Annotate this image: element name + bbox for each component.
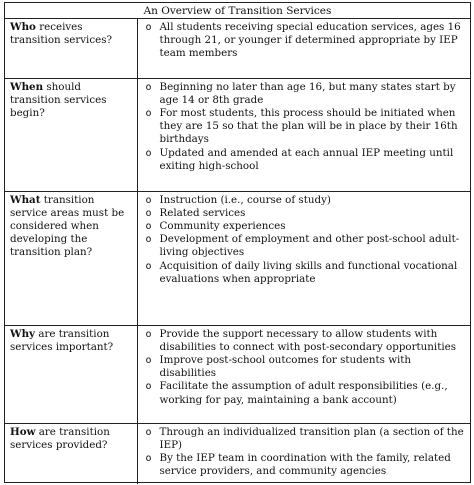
overview-table bbox=[5, 19, 470, 484]
hollow-bullet-icon: o bbox=[145, 22, 152, 33]
answer-cell bbox=[137, 191, 470, 325]
transition-services-table bbox=[4, 2, 471, 483]
table-row-how bbox=[5, 423, 470, 484]
question-text: transition service areas must be considered when developing the transition plan? bbox=[10, 193, 125, 259]
list-item: o Beginning no later than age 16, but many states start by age 14 or 8th grade bbox=[145, 80, 456, 106]
hollow-bullet-icon: o bbox=[145, 328, 152, 340]
answer-cell bbox=[137, 423, 470, 484]
answer-list bbox=[143, 328, 467, 407]
question-text: should transition services begin? bbox=[10, 80, 107, 119]
hollow-bullet-icon: o bbox=[145, 260, 152, 272]
answer-list bbox=[143, 194, 467, 286]
question-keyword: When bbox=[10, 80, 44, 93]
table-row-what bbox=[5, 191, 470, 325]
list-item: o Acquisition of daily living skills and functional vocational evaluations when appropriate bbox=[145, 259, 458, 285]
question-cell bbox=[5, 19, 137, 78]
hollow-bullet-icon: o bbox=[145, 194, 152, 206]
list-item: o Related services bbox=[145, 206, 246, 219]
hollow-bullet-icon: o bbox=[145, 234, 152, 246]
hollow-bullet-icon: o bbox=[145, 107, 152, 119]
answer-cell bbox=[137, 78, 470, 191]
hollow-bullet-icon: o bbox=[145, 381, 152, 393]
question-keyword: What bbox=[10, 193, 41, 206]
hollow-bullet-icon: o bbox=[145, 452, 152, 464]
table-row-when bbox=[5, 78, 470, 191]
question-keyword: Why bbox=[10, 327, 36, 340]
answer-list bbox=[143, 81, 467, 173]
list-item: o Improve post-school outcomes for students with disabilities bbox=[145, 353, 412, 380]
question-keyword: How bbox=[10, 425, 36, 438]
question-text: are transition services important? bbox=[10, 327, 114, 353]
list-item: o Development of employment and other post-school adult-living objectives bbox=[145, 233, 460, 259]
question-cell bbox=[5, 78, 137, 191]
hollow-bullet-icon: o bbox=[145, 426, 152, 438]
table-row-why bbox=[5, 325, 470, 423]
hollow-bullet-icon: o bbox=[145, 147, 152, 159]
answer-list bbox=[143, 426, 467, 479]
answer-list bbox=[143, 21, 467, 61]
hollow-bullet-icon: o bbox=[145, 207, 152, 219]
question-cell bbox=[5, 325, 137, 423]
list-item: o Instruction (i.e., course of study) bbox=[145, 193, 331, 206]
table-title: An Overview of Transition Services bbox=[5, 3, 470, 19]
question-cell bbox=[5, 423, 137, 484]
answer-cell bbox=[137, 325, 470, 423]
list-item: o Facilitate the assumption of adult responsibilities (e.g., working for pay, maintaining a bank account) bbox=[145, 380, 448, 406]
list-item: o Community experiences bbox=[145, 219, 286, 232]
list-item: o By the IEP team in coordination with the family, related service providers, and community agencies bbox=[145, 451, 451, 478]
hollow-bullet-icon: o bbox=[145, 354, 152, 366]
hollow-bullet-icon: o bbox=[145, 220, 152, 232]
list-item: o For most students, this process should be initiated when they are 15 so that the plan will be in place by their 16th birthdays bbox=[145, 106, 458, 146]
list-item: o All students receiving special education services, ages 16 through 21, or younger if determined appropriate by IEP team members bbox=[145, 21, 461, 60]
list-item: o Through an individualized transition plan (a section of the IEP) bbox=[145, 425, 464, 451]
list-item: o Provide the support necessary to allow students with disabilities to connect with post-secondary opportunities bbox=[145, 327, 457, 353]
answer-cell bbox=[137, 19, 470, 78]
table-row-who bbox=[5, 19, 470, 78]
question-text: are transition services provided? bbox=[10, 425, 110, 451]
question-keyword: Who bbox=[10, 21, 36, 33]
list-item: o Updated and amended at each annual IEP meeting until exiting high-school bbox=[145, 146, 454, 172]
hollow-bullet-icon: o bbox=[145, 81, 152, 93]
question-text: receives transition services? bbox=[10, 21, 113, 47]
question-cell bbox=[5, 191, 137, 325]
